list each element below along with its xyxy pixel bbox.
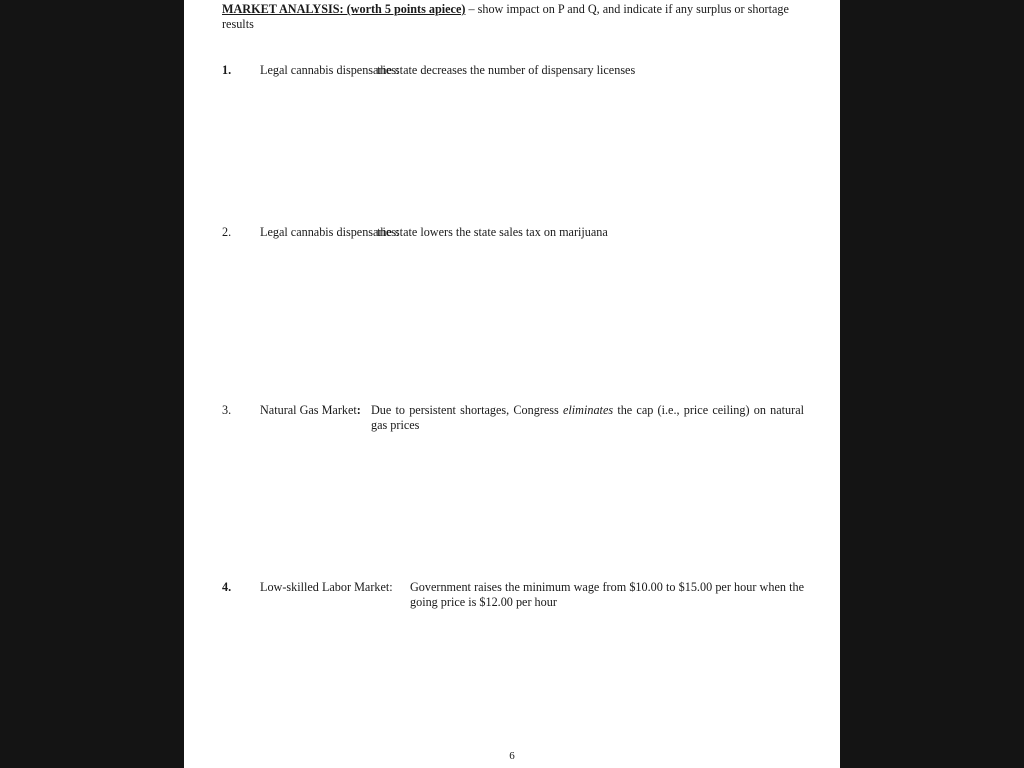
question-description: Government raises the minimum wage from $10.00 to $15.00 per hour when the going price is $12.00 per hour [410,580,804,609]
page-number: 6 [509,750,515,762]
question-label-text: Natural Gas Market [260,403,357,417]
question-description [371,403,804,433]
document-page [184,0,840,768]
question-description-end: the cap (i.e., price ceiling) on natural gas prices [371,403,804,432]
section-header [222,2,804,32]
question-number: 1. [222,63,232,77]
question-label: Legal cannabis dispensaries: [260,225,400,239]
question-number: 2. [222,225,232,239]
question-label-colon: : [356,403,361,417]
question-number: 4. [222,580,232,594]
section-title: MARKET ANALYSIS: (worth 5 points apiece) [222,2,466,16]
question-description: the state lowers the state sales tax on marijuana [377,225,608,239]
section-instructions: – show impact on P and Q, and indicate if any surplus or shortage results [222,2,789,31]
question-label: Low-skilled Labor Market: [260,580,393,594]
question-label [260,403,361,418]
question-description-start: Due to persistent shortages, Congress [371,403,563,417]
question-label: Legal cannabis dispensaries: [260,63,400,77]
question-number: 3. [222,403,232,417]
question-description-emphasis: eliminates [563,403,614,417]
question-description: the state decreases the number of dispensary licenses [377,63,636,77]
